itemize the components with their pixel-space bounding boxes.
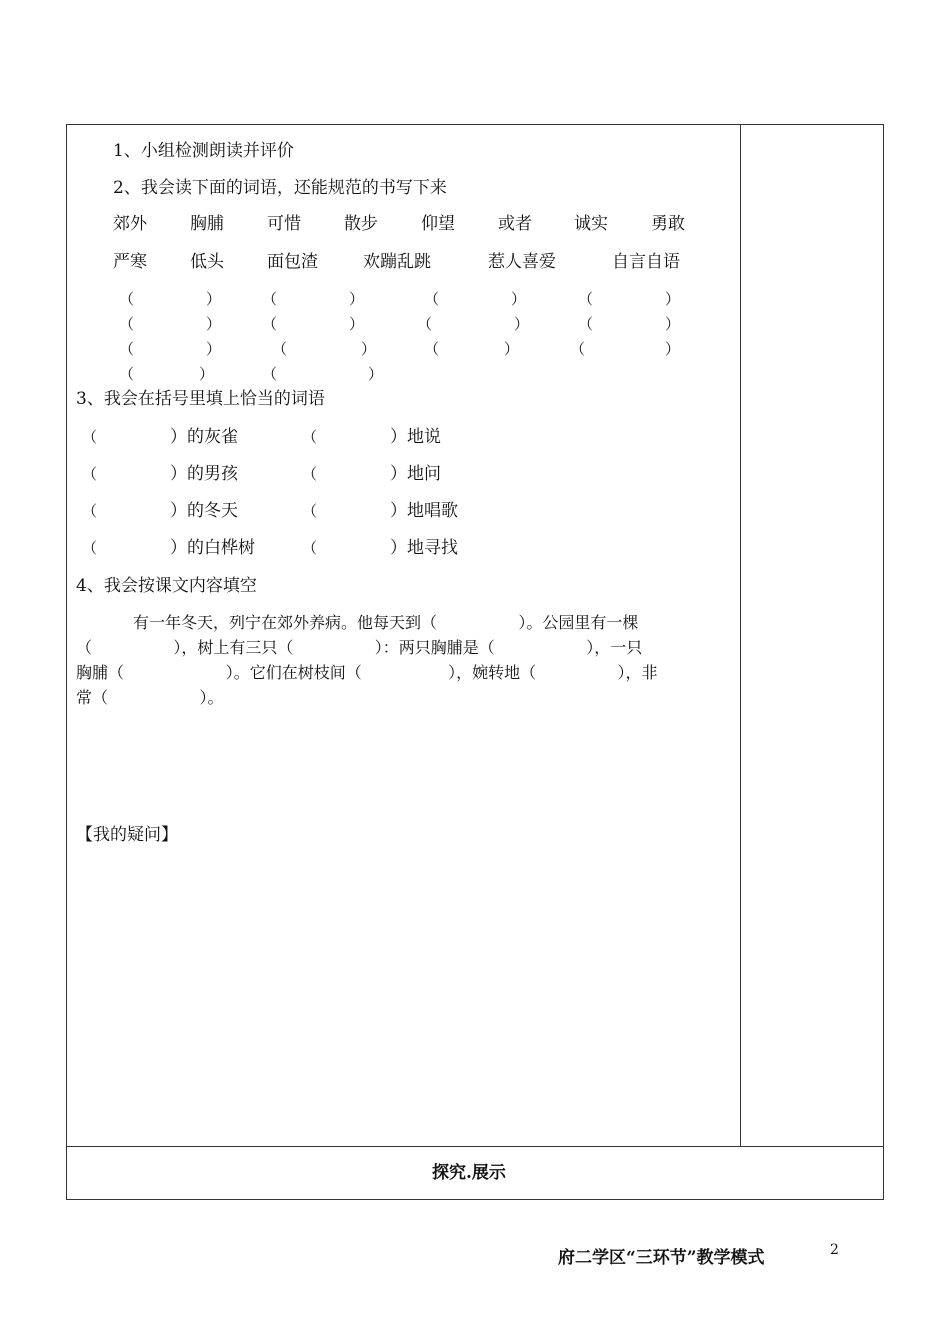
blank-close: ） [206,315,222,333]
blank-open: （ [424,340,440,358]
blank-open: （ [262,315,278,333]
blank-open: （ [417,315,433,333]
blank-open: （ [302,502,318,520]
blank-open: （ [570,340,586,358]
column-divider [740,124,741,1146]
blank-close: ） [368,365,384,383]
blank-open: （ [262,365,278,383]
paragraph-line: 胸脯（ ）。它们在树枝间（ ），婉转地（ ），非 [76,663,658,682]
fill-right-item: ）地问 [390,464,441,484]
word-item: 仰望 [421,214,455,234]
blank-open: （ [119,290,135,308]
word-item: 面包渣 [267,252,318,272]
word-item: 严寒 [113,252,147,272]
blank-close: ） [206,340,222,358]
paragraph-line: 常（ ）。 [76,688,224,707]
fill-left-item: ）的男孩 [170,464,238,484]
blank-close: ） [514,315,530,333]
blank-close: ） [199,365,215,383]
fill-right-item: ）地寻找 [390,538,458,558]
word-item: 散步 [344,214,378,234]
blank-close: ） [206,290,222,308]
question-2: 2、我会读下面的词语，还能规范的书写下来 [113,178,447,198]
row-divider [66,1146,884,1147]
paragraph-line: （ ），树上有三只（ ）：两只胸脯是（ ），一只 [76,638,643,657]
word-item: 自言自语 [612,252,680,272]
word-item: 诚实 [574,214,608,234]
blank-open: （ [119,365,135,383]
paragraph-line: 有一年冬天，列宁在郊外养病。他每天到（ ）。公园里有一棵 [133,613,639,632]
blank-open: （ [82,428,98,446]
blank-close: ） [665,290,681,308]
blank-close: ） [361,340,377,358]
blank-close: ） [504,340,520,358]
blank-open: （ [82,539,98,557]
blank-open: （ [302,428,318,446]
word-item: 可惜 [267,214,301,234]
section-title: 探究.展示 [432,1163,506,1183]
blank-open: （ [119,315,135,333]
worksheet-table [66,124,884,1200]
blank-open: （ [302,539,318,557]
word-item: 胸脯 [190,214,224,234]
word-item: 欢蹦乱跳 [363,252,431,272]
blank-open: （ [262,290,278,308]
fill-right-item: ）地唱歌 [390,501,458,521]
blank-open: （ [578,290,594,308]
blank-close: ） [665,315,681,333]
blank-open: （ [424,290,440,308]
fill-left-item: ）的白桦树 [170,538,255,558]
question-1: 1、小组检测朗读并评价 [113,141,294,161]
question-3: 3、我会在括号里填上恰当的词语 [76,389,325,409]
blank-open: （ [578,315,594,333]
blank-open: （ [82,465,98,483]
blank-open: （ [272,340,288,358]
blank-close: ） [349,315,365,333]
blank-close: ） [349,290,365,308]
blank-close: ） [665,340,681,358]
page-number: 2 [830,1242,839,1258]
word-item: 惹人喜爱 [488,252,556,272]
word-item: 郊外 [113,214,147,234]
word-item: 低头 [190,252,224,272]
word-item: 或者 [498,214,532,234]
fill-right-item: ）地说 [390,427,441,447]
fill-left-item: ）的冬天 [170,501,238,521]
my-question-heading: 【我的疑问】 [76,825,178,845]
fill-left-item: ）的灰雀 [170,427,238,447]
blank-close: ） [511,290,527,308]
blank-open: （ [302,465,318,483]
word-item: 勇敢 [651,214,685,234]
question-4: 4、我会按课文内容填空 [76,576,257,596]
blank-open: （ [119,340,135,358]
blank-open: （ [82,502,98,520]
footer-text: 府二学区“三环节”教学模式 [558,1248,765,1268]
